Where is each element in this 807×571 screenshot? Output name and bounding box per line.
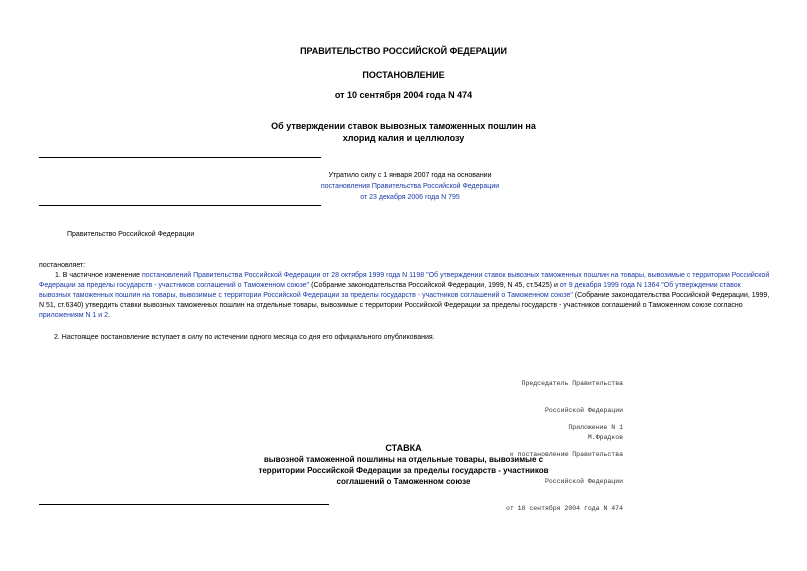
paragraph-item-2: 2. Настоящее постановление вступает в силу по истечении одного месяца со дня его официального опубликования. (54, 334, 435, 341)
stavka-heading: СТАВКА (385, 443, 422, 453)
signature-line2: Российской Федерации (544, 407, 623, 414)
item1-text-1: 1. В частичное изменение (55, 272, 142, 279)
appendix-line4: от 10 сентября 2004 года N 474 (505, 505, 623, 512)
decrees-label: постановляет: (39, 262, 86, 269)
signature-line1: Председатель Правительства (521, 380, 623, 387)
stavka-subtitle (0, 454, 807, 487)
item1-text-4: . (108, 312, 111, 319)
divider-middle (39, 205, 321, 206)
appendix-line1: Приложение N 1 (568, 424, 623, 431)
document-title-line1: Об утверждении ставок вывозных таможенных пошлин на (271, 121, 536, 131)
divider-bottom (39, 504, 329, 505)
header-doc-type: ПОСТАНОВЛЕНИЕ (362, 70, 445, 80)
appendix-line3: Российской Федерации (544, 478, 623, 485)
lost-force-text: Утратило силу с 1 января 2007 года на основании (328, 172, 492, 179)
document-title (0, 120, 807, 144)
appendix-line2: к постановлению Правительства (509, 451, 623, 458)
signature-line3: М.Фрадков (587, 434, 623, 441)
item1-text-3: (Собрание законодательства Российской Федерации, 1999, N 51, ст.6340) утвердить ставки вывозных таможенных пошлин на отдельные товары, вывозимые с территории Российской Федерации за пределы государств - участников соглашений о Таможенном союзе согласно (39, 292, 770, 309)
lost-force-link-decree[interactable]: постановления Правительства Российской Федерации (320, 183, 500, 190)
item1-link-appendices[interactable]: приложениям N 1 и 2 (39, 312, 109, 319)
gov-name: Правительство Российской Федерации (67, 231, 195, 238)
paragraph-item-1 (39, 271, 771, 321)
document-title-line2: хлорид калия и целлюлозу (342, 133, 465, 143)
stavka-line2: территории Российской Федерации за пределы государств - участников (258, 466, 549, 475)
lost-force-note (260, 170, 560, 203)
lost-force-link-date[interactable]: от 23 декабря 2006 года N 795 (360, 194, 460, 201)
stavka-line3: соглашений о Таможенном союзе (336, 477, 471, 486)
divider-top (39, 157, 321, 158)
stavka-line1: вывозной таможенной пошлины на отдельные товары, вывозимые с (263, 455, 544, 464)
item1-link-decree-1198[interactable]: постановлений Правительства Российской Федерации от 28 октября 1999 года N 1198 "Об утверждении ставок вывозных таможенных пошлин на товары, вывозимые с территории Российской Федерации за пределы государств - участников соглашений о Таможенном союзе" (39, 272, 770, 289)
header-government: ПРАВИТЕЛЬСТВО РОССИЙСКОЙ ФЕДЕРАЦИИ (300, 46, 507, 56)
header-date-number: от 10 сентября 2004 года N 474 (334, 90, 473, 100)
item1-link-decree-1364[interactable]: от 9 декабря 1999 года N 1364 "Об утверждении ставок вывозных таможенных пошлин на товары, вывозимые с территории Российской Федерации за пределы государств - участников соглашений о Таможенном союзе" (39, 282, 741, 299)
item1-text-2: (Собрание законодательства Российской Федерации, 1999, N 45, ст.5425) и (309, 282, 560, 289)
